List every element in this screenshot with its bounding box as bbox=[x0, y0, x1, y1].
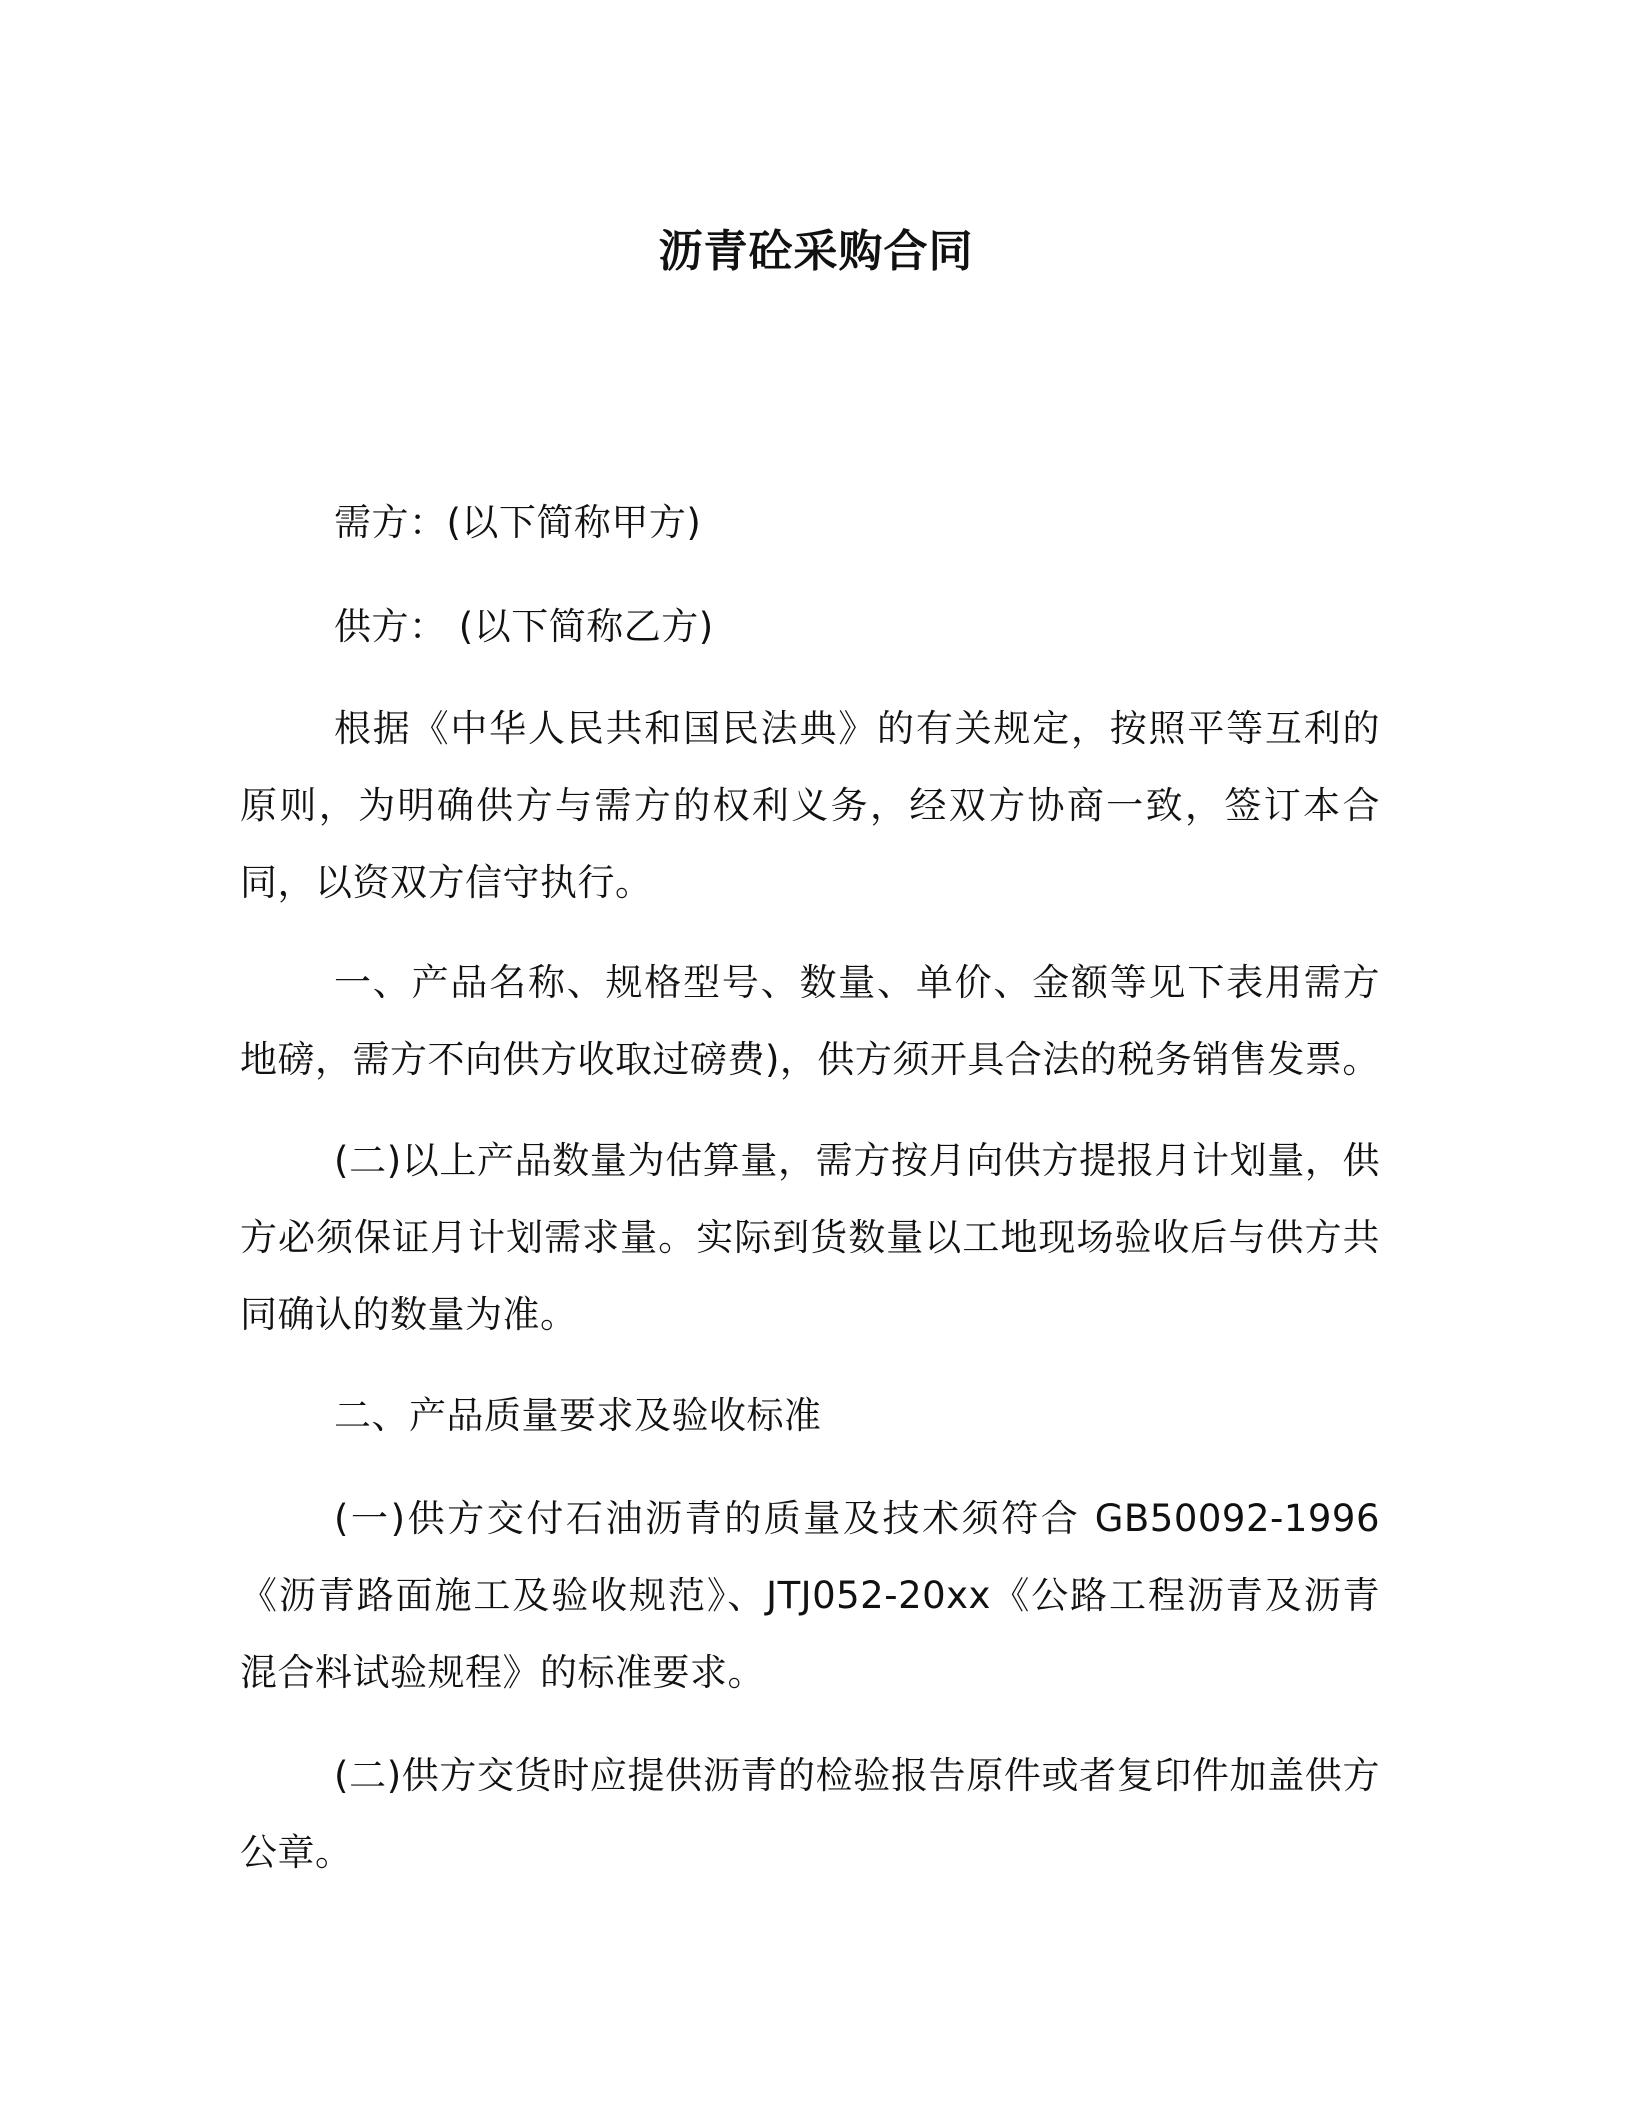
clause-2-1-paragraph: (一)供方交付石油沥青的质量及技术须符合 GB50092-1996《沥青路面施工及验收规范》、JTJ052-20xx《公路工程沥青及沥青混合料试验规程》的标准要求。 bbox=[240, 1497, 1380, 1694]
clause-1-2-paragraph: (二)以上产品数量为估算量，需方按月向供方提报月计划量，供方必须保证月计划需求量。实际到货数量以工地现场验收后与供方共同确认的数量为准。 bbox=[240, 1139, 1380, 1336]
document-title: 沥青砼采购合同 bbox=[658, 226, 974, 277]
party-b-line: 供方： (以下简称乙方) bbox=[334, 605, 714, 648]
clause-2-2-paragraph: (二)供方交货时应提供沥青的检验报告原件或者复印件加盖供方公章。 bbox=[240, 1754, 1380, 1874]
party-a-line: 需方：(以下简称甲方) bbox=[334, 501, 702, 544]
preamble-paragraph: 根据《中华人民共和国民法典》的有关规定，按照平等互利的原则，为明确供方与需方的权利义务，经双方协商一致，签订本合同，以资双方信守执行。 bbox=[240, 707, 1380, 904]
section-2-heading: 二、产品质量要求及验收标准 bbox=[334, 1394, 822, 1437]
clause-1-paragraph: 一、产品名称、规格型号、数量、单价、金额等见下表用需方地磅，需方不向供方收取过磅费)，供方须开具合法的税务销售发票。 bbox=[240, 961, 1380, 1081]
